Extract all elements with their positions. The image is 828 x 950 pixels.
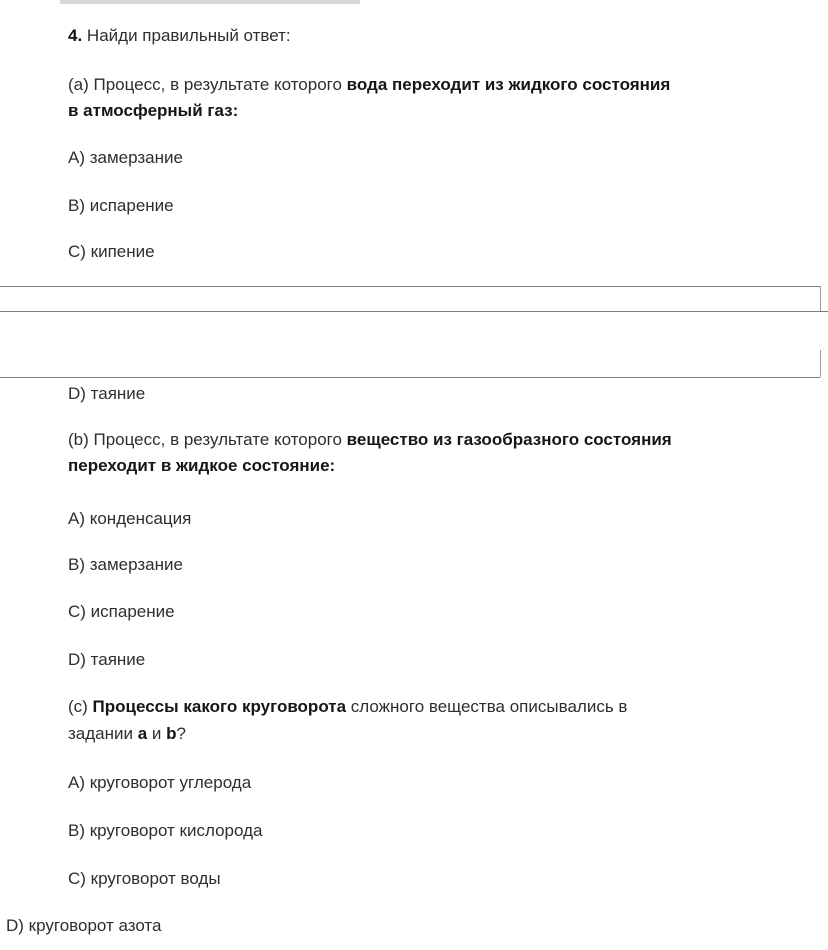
part-c-option-b[interactable]: B) круговорот кислорода — [68, 821, 263, 840]
part-b-prefix: (b) Процесс, в результате которого — [68, 430, 347, 449]
page-edge-marker-1 — [820, 286, 821, 311]
part-c-option-a[interactable]: A) круговорот углерода — [68, 773, 252, 792]
part-a-bold-line2: в атмосферный газ: — [68, 101, 239, 120]
part-c-line2-a: a — [137, 724, 148, 743]
part-b-option-b[interactable]: B) замерзание — [68, 555, 183, 574]
part-b-text-line2 — [68, 454, 335, 478]
part-c-line2-end: ? — [176, 724, 187, 743]
part-a-option-a[interactable]: A) замерзание — [68, 148, 183, 167]
page-edge-marker-2 — [820, 350, 821, 377]
part-b-bold-line2: переходит в жидкое состояние: — [68, 456, 336, 475]
question-prompt: Найди правильный ответ: — [86, 26, 291, 45]
part-a-option-b[interactable]: B) испарение — [68, 196, 174, 215]
part-b-bold-line1: вещество из газообразного состояния — [346, 430, 672, 449]
part-a-bold-line1: вода переходит из жидкого состояния — [346, 75, 671, 94]
part-b-text-line1 — [68, 428, 672, 452]
part-a-text-line2 — [68, 99, 238, 123]
part-c-line2-and: и — [147, 724, 167, 743]
part-c-line2-prefix: задании — [68, 724, 138, 743]
part-c-text-line1 — [68, 695, 627, 719]
part-a-option-c[interactable]: C) кипение — [68, 242, 155, 261]
part-c-line2-b: b — [166, 724, 177, 743]
part-c-bold: Процессы какого круговорота — [92, 697, 347, 716]
part-c-option-d[interactable]: D) круговорот азота — [6, 916, 162, 935]
page-break-line-3 — [0, 377, 820, 378]
part-b-option-a[interactable]: A) конденсация — [68, 509, 192, 528]
question-number: 4. — [68, 26, 83, 45]
cropped-previous-line — [60, 0, 360, 4]
part-c-rest: сложного вещества описывались в — [346, 697, 628, 716]
part-a-prefix: (a) Процесс, в результате которого — [68, 75, 347, 94]
part-c-text-line2 — [68, 722, 186, 746]
part-a-option-d[interactable]: D) таяние — [68, 384, 146, 403]
page-break-line-1 — [0, 286, 820, 287]
page-break-line-2 — [0, 311, 828, 312]
part-c-option-c[interactable]: C) круговорот воды — [68, 869, 221, 888]
part-a-text-line1 — [68, 73, 670, 97]
part-c-prefix: (c) — [68, 697, 93, 716]
part-b-option-c[interactable]: C) испарение — [68, 602, 175, 621]
question-header — [68, 24, 291, 48]
part-b-option-d[interactable]: D) таяние — [68, 650, 146, 669]
